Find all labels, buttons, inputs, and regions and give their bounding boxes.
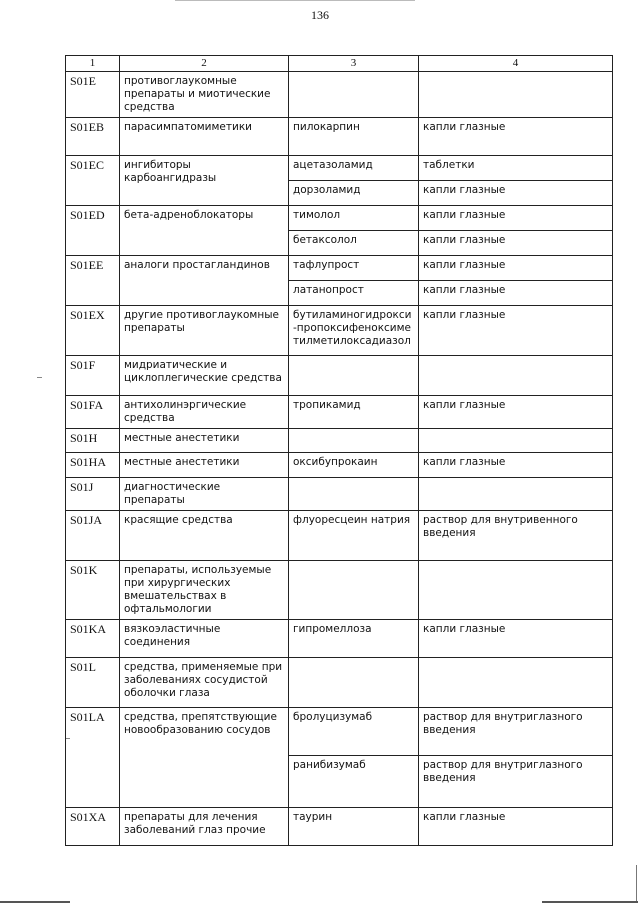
group-description: мидриатические и циклоплегические средства xyxy=(120,356,289,396)
dosage-form: раствор для внутриглазного введения xyxy=(419,708,613,756)
group-description: местные анестетики xyxy=(120,453,289,478)
atc-code: S01FA xyxy=(66,396,120,429)
drug-name: бролуцизумаб xyxy=(289,708,419,756)
dosage-form xyxy=(419,478,613,511)
dosage-form: капли глазные xyxy=(419,118,613,156)
drug-name: пилокарпин xyxy=(289,118,419,156)
dosage-form: таблетки xyxy=(419,156,613,181)
table-row xyxy=(66,72,613,118)
table-row xyxy=(66,620,613,658)
table-row xyxy=(66,511,613,561)
atc-code: S01K xyxy=(66,561,120,620)
top-scan-rule xyxy=(175,0,415,1)
drug-name: ацетазоламид xyxy=(289,156,419,181)
drug-name xyxy=(289,429,419,453)
atc-code: S01JA xyxy=(66,511,120,561)
column-header: 2 xyxy=(120,56,289,72)
atc-code: S01L xyxy=(66,658,120,708)
table-row xyxy=(66,256,613,281)
atc-code: S01LA xyxy=(66,708,120,808)
drug-name: дорзоламид xyxy=(289,181,419,206)
column-header: 4 xyxy=(419,56,613,72)
table-row xyxy=(66,156,613,181)
drug-name: гипромеллоза xyxy=(289,620,419,658)
drug-name xyxy=(289,561,419,620)
group-description: аналоги простагландинов xyxy=(120,256,289,306)
group-description: диагностические препараты xyxy=(120,478,289,511)
right-scan-edge xyxy=(636,865,637,901)
table-row xyxy=(66,118,613,156)
dosage-form: капли глазные xyxy=(419,206,613,231)
drug-name: ранибизумаб xyxy=(289,756,419,808)
table-row xyxy=(66,561,613,620)
group-description: красящие средства xyxy=(120,511,289,561)
atc-code: S01EX xyxy=(66,306,120,356)
table-row xyxy=(66,356,613,396)
column-header: 1 xyxy=(66,56,120,72)
dosage-form xyxy=(419,72,613,118)
table-header-row xyxy=(66,56,613,72)
table-row xyxy=(66,396,613,429)
group-description: препараты, используемые при хирургических вмешательствах в офтальмологии xyxy=(120,561,289,620)
drug-name: бутиламиногидрокси-пропоксифеноксиметилметилоксадиазол xyxy=(289,306,419,356)
dosage-form: капли глазные xyxy=(419,306,613,356)
dosage-form: капли глазные xyxy=(419,256,613,281)
atc-code: S01J xyxy=(66,478,120,511)
bottom-scan-rule xyxy=(0,901,70,903)
group-description: средства, применяемые при заболеваниях сосудистой оболочки глаза xyxy=(120,658,289,708)
table-row xyxy=(66,478,613,511)
atc-code: S01HA xyxy=(66,453,120,478)
page-number: 136 xyxy=(311,8,329,22)
drug-name: бетаксолол xyxy=(289,231,419,256)
drug-name: тропикамид xyxy=(289,396,419,429)
atc-code: S01ED xyxy=(66,206,120,256)
group-description: средства, препятствующие новообразованию сосудов xyxy=(120,708,289,808)
group-description: другие противоглаукомные препараты xyxy=(120,306,289,356)
atc-code: S01XA xyxy=(66,808,120,846)
group-description: противоглаукомные препараты и миотические средства xyxy=(120,72,289,118)
group-description: парасимпатомиметики xyxy=(120,118,289,156)
atc-code: S01EB xyxy=(66,118,120,156)
table-row xyxy=(66,453,613,478)
drug-name xyxy=(289,658,419,708)
drug-name: флуоресцеин натрия xyxy=(289,511,419,561)
group-description: местные анестетики xyxy=(120,429,289,453)
group-description: антихолинэргические средства xyxy=(120,396,289,429)
drug-name: тимолол xyxy=(289,206,419,231)
table-row xyxy=(66,429,613,453)
table-row xyxy=(66,808,613,846)
atc-code: S01H xyxy=(66,429,120,453)
dosage-form: капли глазные xyxy=(419,231,613,256)
group-description: ингибиторы карбоангидразы xyxy=(120,156,289,206)
atc-code: S01F xyxy=(66,356,120,396)
dosage-form: капли глазные xyxy=(419,281,613,306)
drug-name xyxy=(289,72,419,118)
table-row xyxy=(66,306,613,356)
group-description: бета-адреноблокаторы xyxy=(120,206,289,256)
atc-code: S01E xyxy=(66,72,120,118)
drug-name: тафлупрост xyxy=(289,256,419,281)
column-header: 3 xyxy=(289,56,419,72)
dosage-form: раствор для внутриглазного введения xyxy=(419,756,613,808)
dosage-form: капли глазные xyxy=(419,396,613,429)
dosage-form: капли глазные xyxy=(419,620,613,658)
drug-name xyxy=(289,478,419,511)
dosage-form xyxy=(419,356,613,396)
drug-classification-table xyxy=(65,55,613,846)
margin-mark xyxy=(37,377,42,378)
group-description: препараты для лечения заболеваний глаз прочие xyxy=(120,808,289,846)
atc-code: S01KA xyxy=(66,620,120,658)
atc-code: S01EE xyxy=(66,256,120,306)
dosage-form: раствор для внутривенного введения xyxy=(419,511,613,561)
drug-name xyxy=(289,356,419,396)
dosage-form: капли глазные xyxy=(419,453,613,478)
dosage-form xyxy=(419,561,613,620)
group-description: вязкоэластичные соединения xyxy=(120,620,289,658)
table-row xyxy=(66,206,613,231)
dosage-form xyxy=(419,429,613,453)
dosage-form: капли глазные xyxy=(419,808,613,846)
drug-name: оксибупрокаин xyxy=(289,453,419,478)
table-row xyxy=(66,658,613,708)
table-row xyxy=(66,708,613,756)
drug-name: таурин xyxy=(289,808,419,846)
bottom-scan-rule xyxy=(542,901,638,903)
dosage-form xyxy=(419,658,613,708)
atc-code: S01EC xyxy=(66,156,120,206)
dosage-form: капли глазные xyxy=(419,181,613,206)
drug-name: латанопрост xyxy=(289,281,419,306)
